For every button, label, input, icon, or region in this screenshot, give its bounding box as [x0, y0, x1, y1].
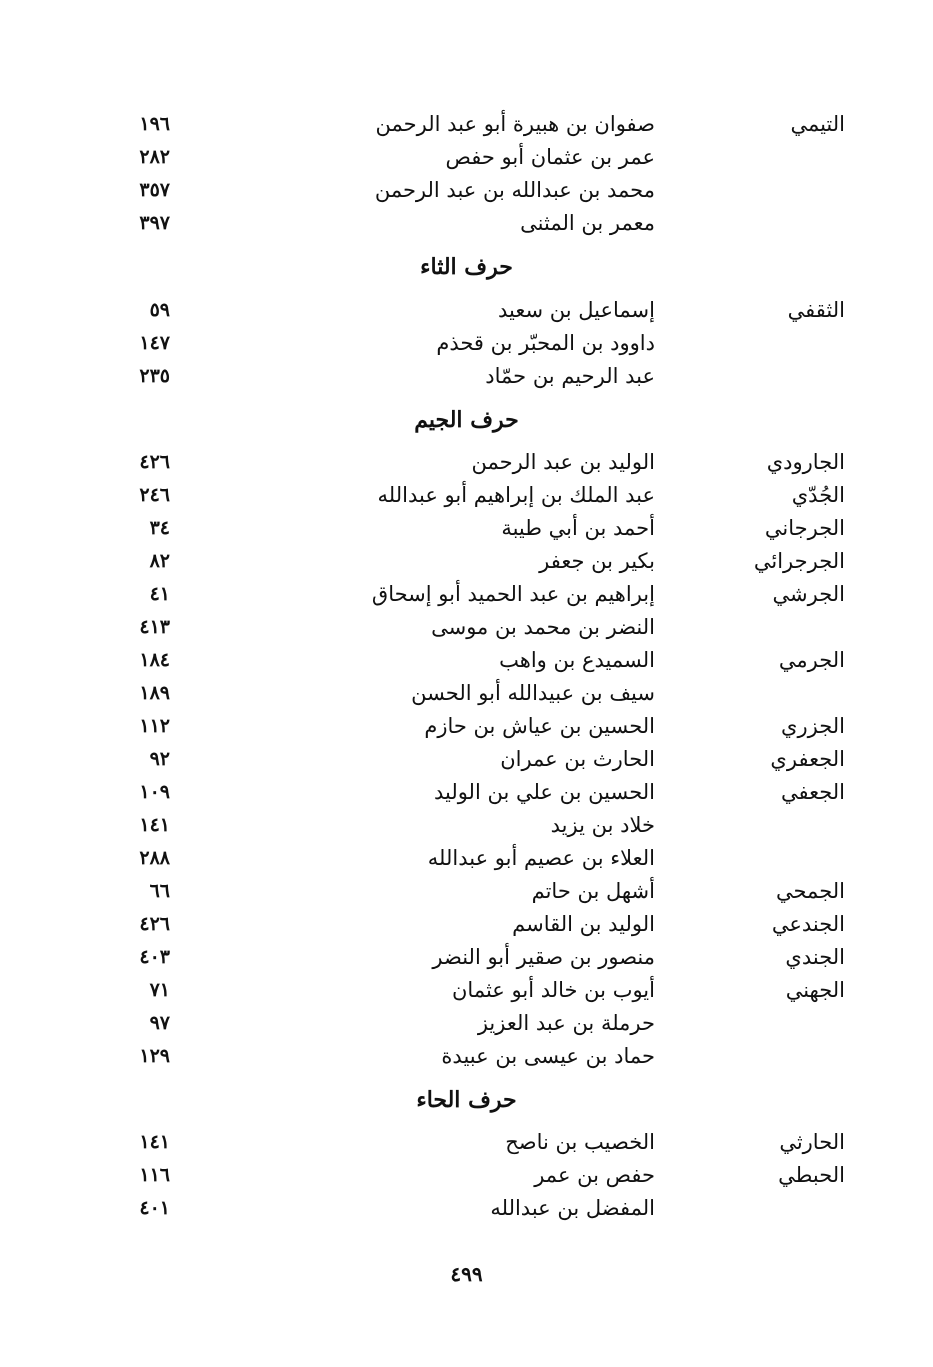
entry-nisba: الجندي [785, 945, 845, 969]
index-entry [100, 207, 845, 239]
index-entry [100, 141, 845, 173]
entry-nisba: الثقفي [787, 298, 845, 322]
entry-name: حرملة بن عبد العزيز [477, 1011, 655, 1035]
entry-page-number: ٩٧ [149, 1012, 170, 1034]
index-entry [100, 974, 845, 1006]
entry-name: الحسين بن علي بن الوليد [433, 780, 655, 804]
index-entry [100, 776, 845, 808]
entry-page-number: ١٤١ [139, 814, 170, 836]
index-entry [100, 108, 845, 140]
index-entry [100, 908, 845, 940]
index-entry [100, 644, 845, 676]
index-entry [100, 809, 845, 841]
entry-name: الوليد بن عبد الرحمن [471, 450, 655, 474]
index-entry [100, 875, 845, 907]
entry-name: داوود بن المحبّر بن قحذم [436, 331, 655, 355]
entry-name: منصور بن صقير أبو النضر [432, 945, 655, 969]
entry-name: أشهل بن حاتم [531, 879, 655, 903]
index-entry [100, 545, 845, 577]
entry-name: سيف بن عبيدالله أبو الحسن [411, 681, 655, 705]
entry-page-number: ٢٨٨ [139, 847, 170, 869]
section-heading: حرف الجيم [414, 407, 519, 433]
index-entry [100, 174, 845, 206]
entry-page-number: ٤٠٣ [139, 946, 170, 968]
entry-page-number: ١٢٩ [139, 1045, 170, 1067]
entry-page-number: ٩٢ [149, 748, 170, 770]
entry-nisba: الجرمي [778, 648, 845, 672]
entry-name: معمر بن المثنى [520, 211, 655, 235]
entry-name: عبد الرحيم بن حمّاد [485, 364, 655, 388]
entry-page-number: ٣٥٧ [139, 179, 170, 201]
entry-page-number: ٢٣٥ [139, 365, 170, 387]
index-entry [100, 327, 845, 359]
entry-name: الخصيب بن ناصح [505, 1130, 655, 1154]
entry-page-number: ١٤٧ [139, 332, 170, 354]
entry-name: حفص بن عمر [534, 1163, 655, 1187]
entry-page-number: ٥٩ [149, 299, 170, 321]
entry-name: عبد الملك بن إبراهيم أبو عبدالله [377, 483, 655, 507]
entry-page-number: ٤١٣ [139, 616, 170, 638]
entry-name: إسماعيل بن سعيد [497, 298, 655, 322]
entry-nisba: الحبطي [778, 1163, 845, 1187]
entry-page-number: ١١٢ [139, 715, 170, 737]
index-entry [100, 1159, 845, 1191]
entry-nisba: الجعفي [780, 780, 845, 804]
index-entry [100, 446, 845, 478]
entry-nisba: الجهني [785, 978, 845, 1002]
entry-page-number: ٤٢٦ [139, 913, 170, 935]
entry-nisba: الجمحي [776, 879, 845, 903]
entry-name: إبراهيم بن عبد الحميد أبو إسحاق [371, 582, 655, 606]
entry-nisba: الجندعي [771, 912, 845, 936]
entry-nisba: الجرجرائي [753, 549, 845, 573]
entry-name: بكير بن جعفر [539, 549, 655, 573]
entry-name: أحمد بن أبي طيبة [501, 516, 655, 540]
entry-name: السميدع بن واهب [499, 648, 655, 672]
entry-page-number: ٢٨٢ [139, 146, 170, 168]
entry-name: الوليد بن القاسم [512, 912, 655, 936]
entry-page-number: ٣٩٧ [139, 212, 170, 234]
entry-nisba: التيمي [790, 112, 845, 136]
entry-nisba: الجعفري [770, 747, 845, 771]
entry-name: الحسين بن عياش بن حازم [424, 714, 655, 738]
entry-page-number: ١٠٩ [139, 781, 170, 803]
index-entry [100, 479, 845, 511]
entry-page-number: ٨٢ [149, 550, 170, 572]
section-heading: حرف الثاء [420, 254, 513, 280]
index-entry [100, 611, 845, 643]
entry-page-number: ١٩٦ [139, 113, 170, 135]
entry-nisba: الجارودي [766, 450, 845, 474]
index-entry [100, 677, 845, 709]
section-heading: حرف الحاء [416, 1087, 517, 1113]
index-entry [100, 842, 845, 874]
entry-name: صفوان بن هبيرة أبو عبد الرحمن [375, 112, 655, 136]
index-entry [100, 1126, 845, 1158]
index-entry [100, 578, 845, 610]
entry-nisba: الجزري [781, 714, 845, 738]
entry-page-number: ١٤١ [139, 1131, 170, 1153]
entry-name: العلاء بن عصيم أبو عبدالله [427, 846, 655, 870]
page-number: ٤٩٩ [450, 1262, 483, 1286]
entry-nisba: الجرشي [772, 582, 845, 606]
entry-page-number: ٤٢٦ [139, 451, 170, 473]
entry-name: النضر بن محمد بن موسى [431, 615, 655, 639]
index-entry [100, 1192, 845, 1224]
entry-name: أيوب بن خالد أبو عثمان [452, 978, 655, 1002]
entry-page-number: ٦٦ [149, 880, 170, 902]
entry-page-number: ٧١ [149, 979, 170, 1001]
entry-page-number: ١٨٤ [139, 649, 170, 671]
entry-page-number: ٣٤ [149, 517, 170, 539]
index-entry [100, 512, 845, 544]
entry-name: المفضل بن عبدالله [490, 1196, 655, 1220]
entry-name: خلاد بن يزيد [550, 813, 655, 837]
index-entry [100, 1040, 845, 1072]
index-entry [100, 360, 845, 392]
index-entry [100, 294, 845, 326]
entry-page-number: ١٨٩ [139, 682, 170, 704]
entry-name: محمد بن عبدالله بن عبد الرحمن [374, 178, 655, 202]
entry-name: عمر بن عثمان أبو حفص [445, 145, 655, 169]
entry-nisba: الحارثي [779, 1130, 845, 1154]
index-entry [100, 941, 845, 973]
entry-nisba: الجُدّي [791, 483, 845, 507]
entry-page-number: ١١٦ [139, 1164, 170, 1186]
index-entry [100, 710, 845, 742]
entry-name: حماد بن عيسى بن عبيدة [441, 1044, 655, 1068]
entry-page-number: ٤٠١ [139, 1197, 170, 1219]
index-entry [100, 1007, 845, 1039]
entry-nisba: الجرجاني [764, 516, 845, 540]
entry-page-number: ٢٤٦ [139, 484, 170, 506]
index-entry [100, 743, 845, 775]
entry-name: الحارث بن عمران [500, 747, 655, 771]
entry-page-number: ٤١ [149, 583, 170, 605]
